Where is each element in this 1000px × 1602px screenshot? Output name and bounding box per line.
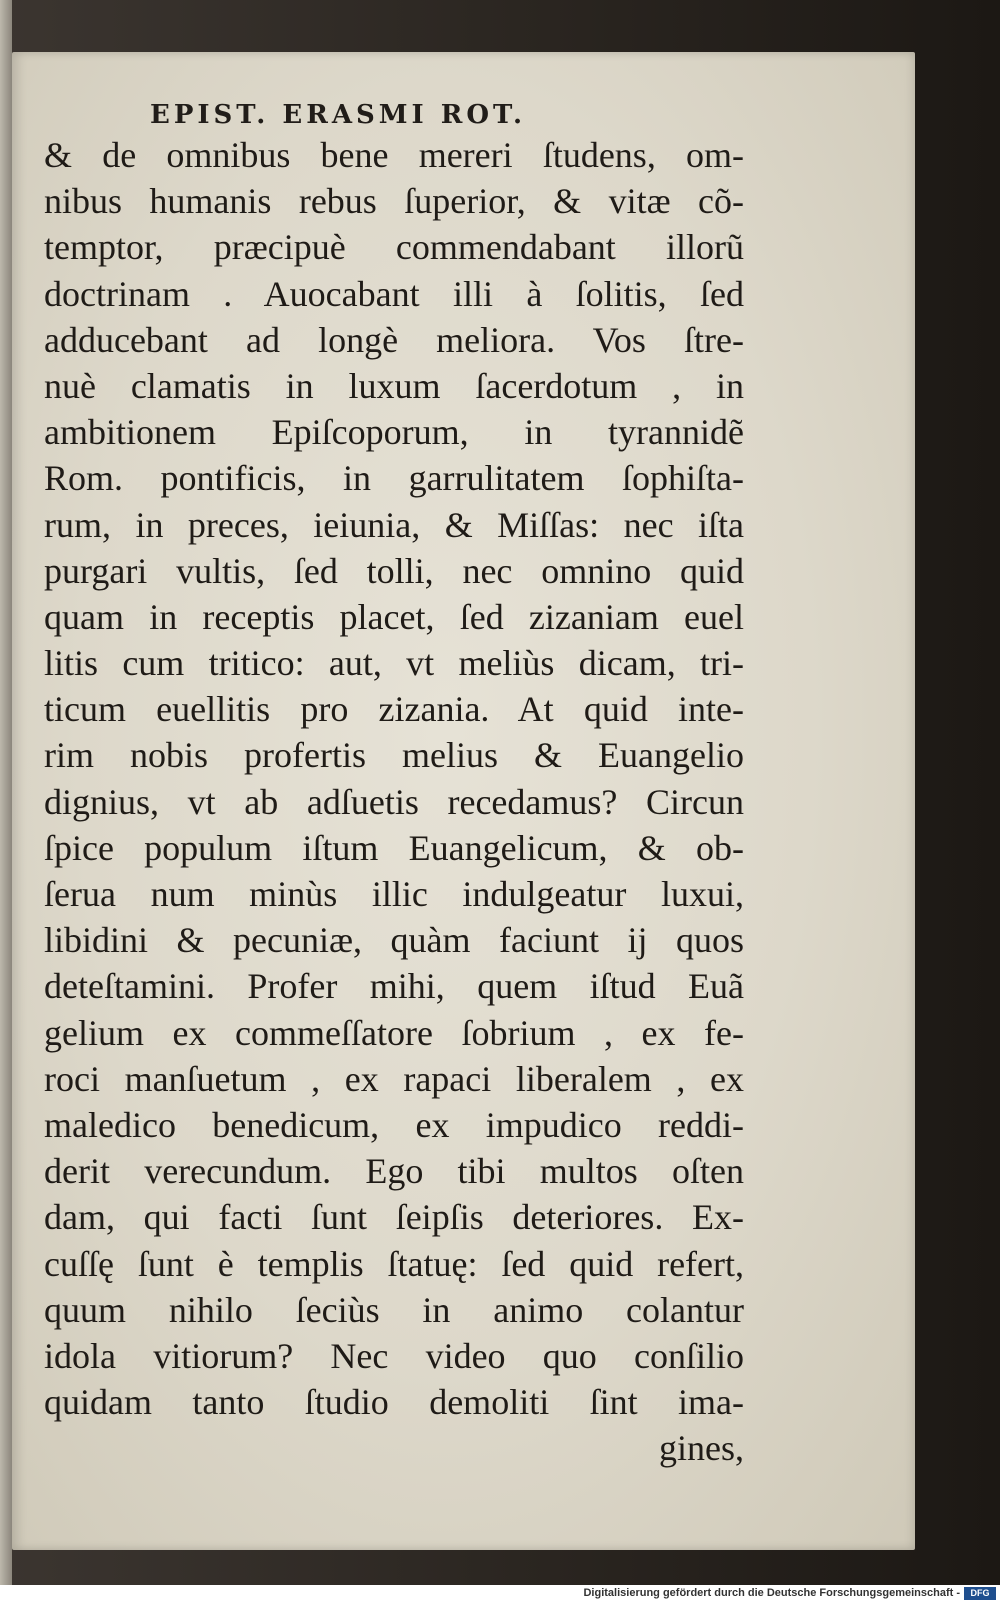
footer-credit: Digitalisierung gefördert durch die Deutsche Forschungsgemeinschaft - (583, 1587, 960, 1599)
text-line: rum, in preces, ieiunia, & Miſſas: nec iſta (44, 504, 744, 545)
text-line: nuè clamatis in luxum ſacerdotum , in (44, 365, 744, 406)
running-head: EPIST. ERASMI ROT. (150, 100, 527, 130)
text-line: temptor, præcipuè commendabant illorũ (44, 227, 744, 268)
left-page-edge (0, 0, 12, 1585)
body-text (44, 132, 744, 1471)
text-line: purgari vultis, ſed tolli, nec omnino quid (44, 550, 744, 591)
text-line: gelium ex commeſſatore ſobrium , ex fe- (44, 1012, 744, 1053)
text-line: nibus humanis rebus ſuperior, & vitæ cõ- (44, 181, 744, 222)
footer-bar (0, 1585, 1000, 1602)
text-line: ſpice populum iſtum Euangelicum, & ob- (44, 827, 744, 868)
text-line: doctrinam . Auocabant illi à ſolitis, ſed (44, 273, 744, 314)
text-line: derit verecundum. Ego tibi multos oſten (44, 1151, 744, 1192)
text-line: maledico benedicum, ex impudico reddi- (44, 1104, 744, 1145)
text-line: litis cum tritico: aut, vt meliùs dicam, tri- (44, 643, 744, 684)
text-line: rim nobis profertis melius & Euangelio (44, 735, 744, 776)
text-line: deteſtamini. Profer mihi, quem iſtud Euã (44, 966, 744, 1007)
text-line: libidini & pecuniæ, quàm faciunt ij quos (44, 920, 744, 961)
text-line: & de omnibus bene mereri ſtudens, om- (44, 135, 744, 175)
text-line: dam, qui facti ſunt ſeipſis deteriores. Ex- (44, 1197, 744, 1238)
text-line: ſerua num minùs illic indulgeatur luxui, (44, 874, 744, 914)
text-line: idola vitiorum? Nec video quo conſilio (44, 1335, 744, 1376)
text-line: quam in receptis placet, ſed zizaniam euel (44, 596, 744, 637)
text-line: cuſſę ſunt è templis ſtatuę: ſed quid refert, (44, 1243, 744, 1284)
text-line: dignius, vt ab adſuetis recedamus? Circun (44, 781, 744, 822)
text-line: ticum euellitis pro zizania. At quid inte- (44, 689, 744, 730)
text-line: adducebant ad longè meliora. Vos ſtre- (44, 319, 744, 360)
text-line: Rom. pontificis, in garrulitatem ſophiſta- (44, 458, 744, 499)
text-line: gines, (659, 1428, 744, 1469)
text-line: quum nihilo ſeciùs in animo colantur (44, 1289, 744, 1330)
text-line: ambitionem Epiſcoporum, in tyrannidẽ (44, 412, 744, 453)
dfg-logo: DFG (964, 1587, 996, 1600)
text-line: quidam tanto ſtudio demoliti ſint ima- (44, 1382, 744, 1423)
text-line: roci manſuetum , ex rapaci liberalem , ex (44, 1058, 744, 1099)
